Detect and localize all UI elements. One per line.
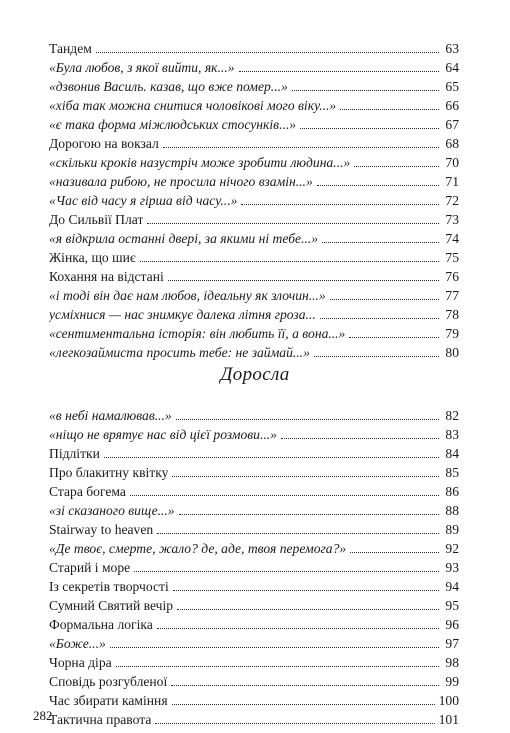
toc-entry <box>49 190 459 209</box>
toc-entry <box>49 38 459 57</box>
toc-entry-title: «легкозаймиста просить тебе: не займай...» <box>49 345 310 360</box>
dot-leader <box>314 356 439 357</box>
toc-entry <box>49 57 459 76</box>
toc-entry-title: Сумний Святий вечір <box>49 598 174 613</box>
toc-entry-page: 78 <box>445 307 459 322</box>
toc-entry-title: «є така форма міжлюдських стосунків...» <box>49 117 297 132</box>
toc-entry-page: 63 <box>445 41 459 56</box>
toc-entry-page: 68 <box>445 136 459 151</box>
toc-entry-page: 64 <box>445 60 459 75</box>
toc-entry-title: «Була любов, з якої вийти, як...» <box>49 60 235 75</box>
dot-leader <box>140 261 439 262</box>
dot-leader <box>96 52 439 53</box>
toc-entry <box>49 538 459 557</box>
toc-entry <box>49 285 459 304</box>
toc-entry <box>49 519 459 538</box>
toc-entry <box>49 76 459 95</box>
dot-leader <box>163 147 439 148</box>
dot-leader <box>177 609 439 610</box>
toc-entry-title: «в небі намалював...» <box>49 408 172 423</box>
toc-entry <box>49 424 459 443</box>
toc-entry-page: 93 <box>445 560 459 575</box>
toc-entry-title: «Де твоє, смерте, жало? де, аде, твоя перемога?» <box>49 541 347 556</box>
toc-entry <box>49 405 459 424</box>
toc-entry-title: Про блакитну квітку <box>49 465 169 480</box>
toc-entry-page: 86 <box>445 484 459 499</box>
toc-entry-page: 98 <box>445 655 459 670</box>
toc-entry-page: 82 <box>445 408 459 423</box>
toc-entry-page: 67 <box>445 117 459 132</box>
toc-entry-page: 100 <box>438 693 459 708</box>
toc-entry-page: 97 <box>445 636 459 651</box>
toc-entry-page: 80 <box>445 345 459 360</box>
toc-entry-page: 89 <box>445 522 459 537</box>
toc-entry-page: 74 <box>445 231 459 246</box>
dot-leader <box>104 457 439 458</box>
toc-entry <box>49 171 459 190</box>
toc-entry-page: 99 <box>445 674 459 689</box>
toc-entry-title: Стара богема <box>49 484 126 499</box>
dot-leader <box>354 166 439 167</box>
toc-entry-title: «і тоді він дає нам любов, ідеальну як злочин...» <box>49 288 326 303</box>
toc-entry <box>49 304 459 323</box>
toc-entry <box>49 500 459 519</box>
toc-list-bottom <box>49 405 459 728</box>
toc-entry-title: «хіба так можна снитися чоловікові мого віку...» <box>49 98 337 113</box>
toc-entry <box>49 633 459 652</box>
dot-leader <box>292 90 439 91</box>
dot-leader <box>116 666 439 667</box>
toc-entry-title: усміхнися — нас знимкує далека літня гроза... <box>49 307 316 322</box>
dot-leader <box>173 590 439 591</box>
toc-entry-title: «дзвонив Василь. казав, що вже помер...» <box>49 79 288 94</box>
dot-leader <box>300 128 439 129</box>
toc-entry-title: Stairway to heaven <box>49 522 154 537</box>
toc-entry <box>49 247 459 266</box>
toc-entry-page: 85 <box>445 465 459 480</box>
dot-leader <box>322 242 439 243</box>
dot-leader <box>172 704 435 705</box>
toc-entry-page: 96 <box>445 617 459 632</box>
toc-entry-title: Старий і море <box>49 560 131 575</box>
toc-entry-page: 94 <box>445 579 459 594</box>
dot-leader <box>317 185 439 186</box>
toc-entry-title: Кохання на відстані <box>49 269 164 284</box>
dot-leader <box>134 571 439 572</box>
section-heading: Доросла <box>220 364 290 385</box>
toc-entry-title: Чорна діра <box>49 655 112 670</box>
toc-entry-title: «сентиментальна історія: він любить її, а вона...» <box>49 326 346 341</box>
toc-entry-page: 101 <box>438 712 459 727</box>
toc-entry <box>49 652 459 671</box>
dot-leader <box>350 552 439 553</box>
toc-entry <box>49 228 459 247</box>
toc-entry-title: Дорогою на вокзал <box>49 136 159 151</box>
toc-entry <box>49 342 459 361</box>
toc-entry <box>49 114 459 133</box>
toc-entry-title: Із секретів творчості <box>49 579 169 594</box>
toc-list-top <box>49 38 459 361</box>
dot-leader <box>241 204 439 205</box>
toc-entry <box>49 266 459 285</box>
toc-entry-title: Час збирати каміння <box>49 693 168 708</box>
toc-entry <box>49 443 459 462</box>
toc-entry <box>49 462 459 481</box>
toc-entry-page: 79 <box>445 326 459 341</box>
toc-entry-title: «я відкрила останні двері, за якими ні тебе...» <box>49 231 319 246</box>
dot-leader <box>155 723 434 724</box>
dot-leader <box>176 419 439 420</box>
page-number: 282 <box>33 708 53 723</box>
toc-entry-page: 70 <box>445 155 459 170</box>
dot-leader <box>172 476 439 477</box>
toc-entry-page: 66 <box>445 98 459 113</box>
toc-entry-page: 65 <box>445 79 459 94</box>
toc-entry <box>49 595 459 614</box>
toc-entry-page: 76 <box>445 269 459 284</box>
toc-entry-title: «Час від часу я гірша від часу...» <box>49 193 238 208</box>
toc-entry-page: 73 <box>445 212 459 227</box>
toc-entry <box>49 209 459 228</box>
toc-entry <box>49 152 459 171</box>
toc-entry <box>49 133 459 152</box>
toc-entry-title: Тандем <box>49 41 92 56</box>
toc-entry-page: 84 <box>445 446 459 461</box>
toc-entry-title: «називала рибою, не просила нічого взамін...» <box>49 174 313 189</box>
dot-leader <box>110 647 439 648</box>
toc-entry <box>49 614 459 633</box>
dot-leader <box>171 685 439 686</box>
toc-entry-page: 83 <box>445 427 459 442</box>
toc-entry <box>49 557 459 576</box>
toc-entry-title: Формальна логіка <box>49 617 153 632</box>
dot-leader <box>147 223 439 224</box>
toc-entry <box>49 690 459 709</box>
toc-entry-title: Підлітки <box>49 446 100 461</box>
dot-leader <box>157 533 439 534</box>
toc-entry <box>49 671 459 690</box>
toc-entry <box>49 95 459 114</box>
toc-entry-title: «скільки кроків назустріч може зробити людина...» <box>49 155 351 170</box>
toc-entry-page: 71 <box>445 174 459 189</box>
toc-entry-page: 77 <box>445 288 459 303</box>
toc-entry-page: 95 <box>445 598 459 613</box>
toc-entry <box>49 709 459 728</box>
dot-leader <box>320 318 439 319</box>
toc-entry <box>49 481 459 500</box>
dot-leader <box>130 495 439 496</box>
dot-leader <box>281 438 439 439</box>
dot-leader <box>157 628 439 629</box>
toc-entry-title: До Сильвії Плат <box>49 212 144 227</box>
toc-entry-page: 88 <box>445 503 459 518</box>
toc-entry-page: 72 <box>445 193 459 208</box>
dot-leader <box>340 109 439 110</box>
toc-entry-title: Жінка, що шиє <box>49 250 136 265</box>
toc-entry <box>49 576 459 595</box>
dot-leader <box>179 514 439 515</box>
dot-leader <box>349 337 439 338</box>
toc-entry-page: 92 <box>445 541 459 556</box>
toc-entry-title: «зі сказаного вище...» <box>49 503 175 518</box>
toc-entry-title: «Боже...» <box>49 636 106 651</box>
toc-entry-title: Сповідь розгубленої <box>49 674 168 689</box>
dot-leader <box>330 299 439 300</box>
dot-leader <box>239 71 440 72</box>
toc-entry-title: «ніщо не врятує нас від цієї розмови...» <box>49 427 277 442</box>
toc-entry-title: Тактична правота <box>49 712 152 727</box>
toc-entry-page: 75 <box>445 250 459 265</box>
dot-leader <box>168 280 439 281</box>
toc-entry <box>49 323 459 342</box>
